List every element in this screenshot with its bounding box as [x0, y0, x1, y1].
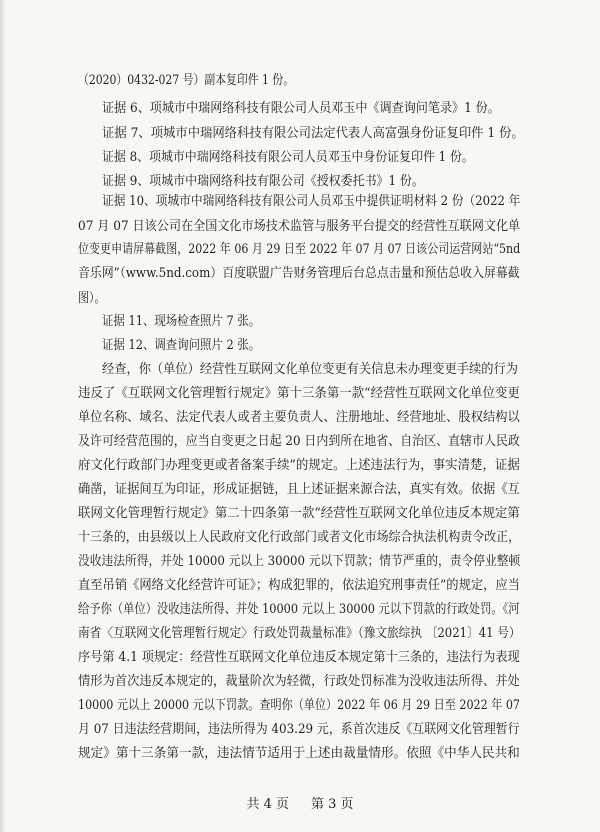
text-line: 位变更申请屏幕截图，2022 年 06 月 29 日至 2022 年 07 月 07 日该公司运营网站“5nd: [78, 242, 521, 257]
text-line: 证据 12、调查询问照片 2 张。: [102, 338, 261, 353]
scan-edge-shadow: [0, 0, 6, 832]
text-line: （2020）0432-027 号）副本复印件 1 份。: [78, 73, 295, 88]
text-line: 规定》第十三条第一款，违法情节适用于上述由裁量情形。依照《中华人民共和: [78, 746, 520, 761]
page-current: 第 3 页: [311, 797, 354, 812]
text-line: 音乐网”（www.5nd.com）百度联盟广告财务管理后台总点击量和预估总收入屏幕截: [78, 266, 520, 281]
text-line: 序号第 4.1 项规定：经营性互联网文化单位违反本规定第十三条的，违法行为表现: [78, 650, 520, 665]
text-line: 南省〈互联网文化管理暂行规定〉行政处罚裁量标准》（豫文旅综执 〔2021〕41 号）: [78, 626, 521, 641]
text-line: 证据 9、项城市中瑞网络科技有限公司《授权委托书》1 份。: [102, 174, 424, 189]
text-line: 证据 10、项城市中瑞网络科技有限公司人员邓玉中提供证明材料 2 份（2022 年: [102, 194, 521, 209]
page-footer: [0, 796, 600, 814]
page-total: 共 4 页: [246, 797, 289, 812]
text-line: 没收违法所得，并处 10000 元以上 30000 元以下罚款；情节严重的，责令停业整顿: [78, 554, 521, 569]
text-line: 证据 6、项城市中瑞网络科技有限公司人员邓玉中《调查询问笔录》1 份。: [102, 101, 500, 116]
text-line: 证据 8、项城市中瑞网络科技有限公司人员邓玉中身份证复印件 1 份。: [102, 150, 474, 165]
text-line: 证据 11、现场检查照片 7 张。: [102, 314, 261, 329]
text-line: 单位名称、域名、法定代表人或者主要负责人、注册地址、经营地址、股权结构以: [78, 410, 520, 425]
text-line: 直至吊销《网络文化经营许可证》；构成犯罪的，依法追究刑事责任”的规定，应当: [78, 578, 520, 593]
text-line: 图）。: [78, 291, 106, 306]
text-line: 及许可经营范围的，应当自变更之日起 20 日内到所在地省、自治区、直辖市人民政: [78, 434, 520, 449]
text-line: 经查，你（单位）经营性互联网文化单位变更有关信息未办理变更手续的行为: [102, 362, 518, 377]
text-line: 联网文化管理暂行规定》第二十四条第一款“经营性互联网文化单位违反本规定第: [78, 506, 520, 521]
text-line: 府文化行政部门办理变更或者备案手续”的规定。上述违法行为，事实清楚，证据: [78, 458, 520, 473]
text-line: 月 07 日违法经营期间，违法所得为 403.29 元，系首次违反《互联网文化管理暂行: [78, 722, 520, 737]
text-line: 情形为首次违反本规定的，裁量阶次为轻微，行政处罚标准为没收违法所得、并处: [78, 674, 520, 689]
text-line: 07 月 07 日该公司在全国文化市场技术监管与服务平台提交的经营性互联网文化单: [78, 219, 521, 234]
text-line: 给予你（单位）没收违法所得、并处 10000 元以上 30000 元以下罚款的行政处罚。《河: [78, 602, 520, 617]
text-line: 违反了《互联网文化管理暂行规定》第十三条第一款“经营性互联网文化单位变更: [78, 386, 520, 401]
text-line: 确凿，证据间互为印证，形成证据链，且上述证据来源合法，真实有效。依据《互: [78, 482, 520, 497]
text-line: 十三条的，由县级以上人民政府文化行政部门或者文化市场综合执法机构责令改正，: [78, 530, 521, 545]
text-line: 10000 元以上 20000 元以下罚款。查明你（单位）2022 年 06 月 29 日至 2022 年 07: [78, 698, 521, 713]
text-line: 证据 7、项城市中瑞网络科技有限公司法定代表人高富强身份证复印件 1 份。: [102, 126, 524, 141]
